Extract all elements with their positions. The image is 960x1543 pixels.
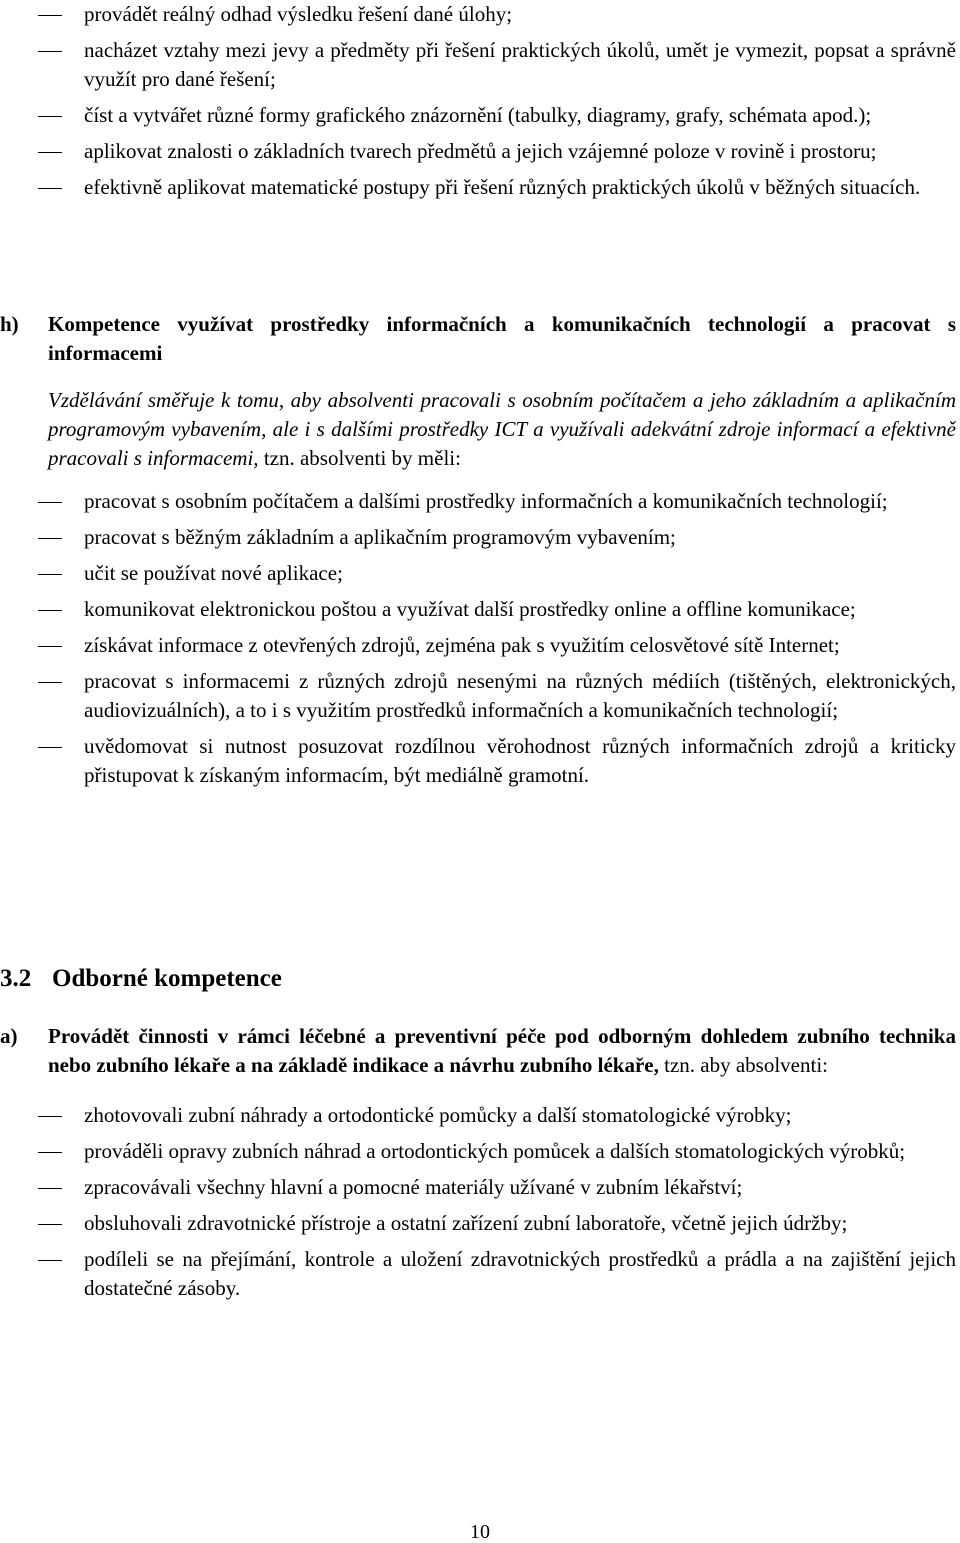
list-item: získávat informace z otevřených zdrojů, zejména pak s využitím celosvětové sítě Internet;	[0, 631, 960, 660]
list-item: prováděli opravy zubních náhrad a ortodontických pomůcek a dalších stomatologických výrobků;	[0, 1137, 960, 1166]
list-item: efektivně aplikovat matematické postupy při řešení různých praktických úkolů v běžných situacích.	[0, 173, 960, 202]
section-h	[0, 310, 960, 790]
list-item: pracovat s osobním počítačem a dalšími prostředky informačních a komunikačních technologií;	[0, 487, 960, 516]
section-a	[0, 1022, 960, 1303]
list-item: číst a vytvářet různé formy grafického znázornění (tabulky, diagramy, grafy, schémata apod.);	[0, 101, 960, 130]
list-item: pracovat s informacemi z různých zdrojů nesenými na různých médiích (tištěných, elektronických, audiovizuálních), a to i s využitím prostředků informačních a komunikačních technologií;	[0, 667, 960, 725]
list-item: provádět reálný odhad výsledku řešení dané úlohy;	[0, 0, 960, 29]
section-number: 3.2	[0, 965, 32, 992]
list-item: učit se používat nové aplikace;	[0, 559, 960, 588]
section-heading-3-2	[0, 964, 282, 994]
section-a-label: a)	[0, 1024, 18, 1048]
section-a-title: Provádět činnosti v rámci léčebné a preventivní péče pod odborným dohledem zubního technika nebo zubního lékaře a na základě indikace a návrhu zubního lékaře,	[48, 1024, 956, 1077]
list-item: obsluhovali zdravotnické přístroje a ostatní zařízení zubní laboratoře, včetně jejich údržby;	[0, 1209, 960, 1238]
section-h-list	[0, 487, 960, 790]
section-a-title-rest: tzn. aby absolventi:	[658, 1053, 828, 1077]
list-item: komunikovat elektronickou poštou a využívat další prostředky online a offline komunikace;	[0, 595, 960, 624]
list-item: podíleli se na přejímání, kontrole a uložení zdravotnických prostředků a prádla a na zajištění jejich dostatečné zásoby.	[0, 1245, 960, 1303]
section-h-heading	[0, 310, 960, 368]
list-item: zpracovávali všechny hlavní a pomocné materiály užívané v zubním lékařství;	[0, 1173, 960, 1202]
competence-list-top	[0, 0, 960, 202]
list-item: aplikovat znalosti o základních tvarech předmětů a jejich vzájemné poloze v rovině i prostoru;	[0, 137, 960, 166]
section-h-intro-rest: tzn. absolventi by měli:	[258, 446, 461, 470]
section-h-label: h)	[0, 312, 19, 336]
list-item: pracovat s běžným základním a aplikačním programovým vybavením;	[0, 523, 960, 552]
page-number: 10	[470, 1521, 490, 1543]
section-title: Odborné kompetence	[52, 965, 282, 992]
list-item: nacházet vztahy mezi jevy a předměty při řešení praktických úkolů, umět je vymezit, popsat a správně využít pro dané řešení;	[0, 36, 960, 94]
section-a-heading	[0, 1022, 960, 1080]
list-item: uvědomovat si nutnost posuzovat rozdílnou věrohodnost různých informačních zdrojů a kriticky přistupovat k získaným informacím, být mediálně gramotní.	[0, 732, 960, 790]
section-h-intro-italic: Vzdělávání směřuje k tomu, aby absolventi pracovali s osobním počítačem a jeho základním a aplikačním programovým vybavením, ale i s dalšími prostředky ICT a využívali adekvátní zdroje informací a efektivně pracovali s informacemi,	[48, 388, 956, 470]
list-item: zhotovovali zubní náhrady a ortodontické pomůcky a další stomatologické výrobky;	[0, 1101, 960, 1130]
section-h-intro	[0, 386, 960, 473]
section-a-list	[0, 1101, 960, 1303]
section-h-title: Kompetence využívat prostředky informačních a komunikačních technologií a pracovat s informacemi	[48, 312, 956, 365]
